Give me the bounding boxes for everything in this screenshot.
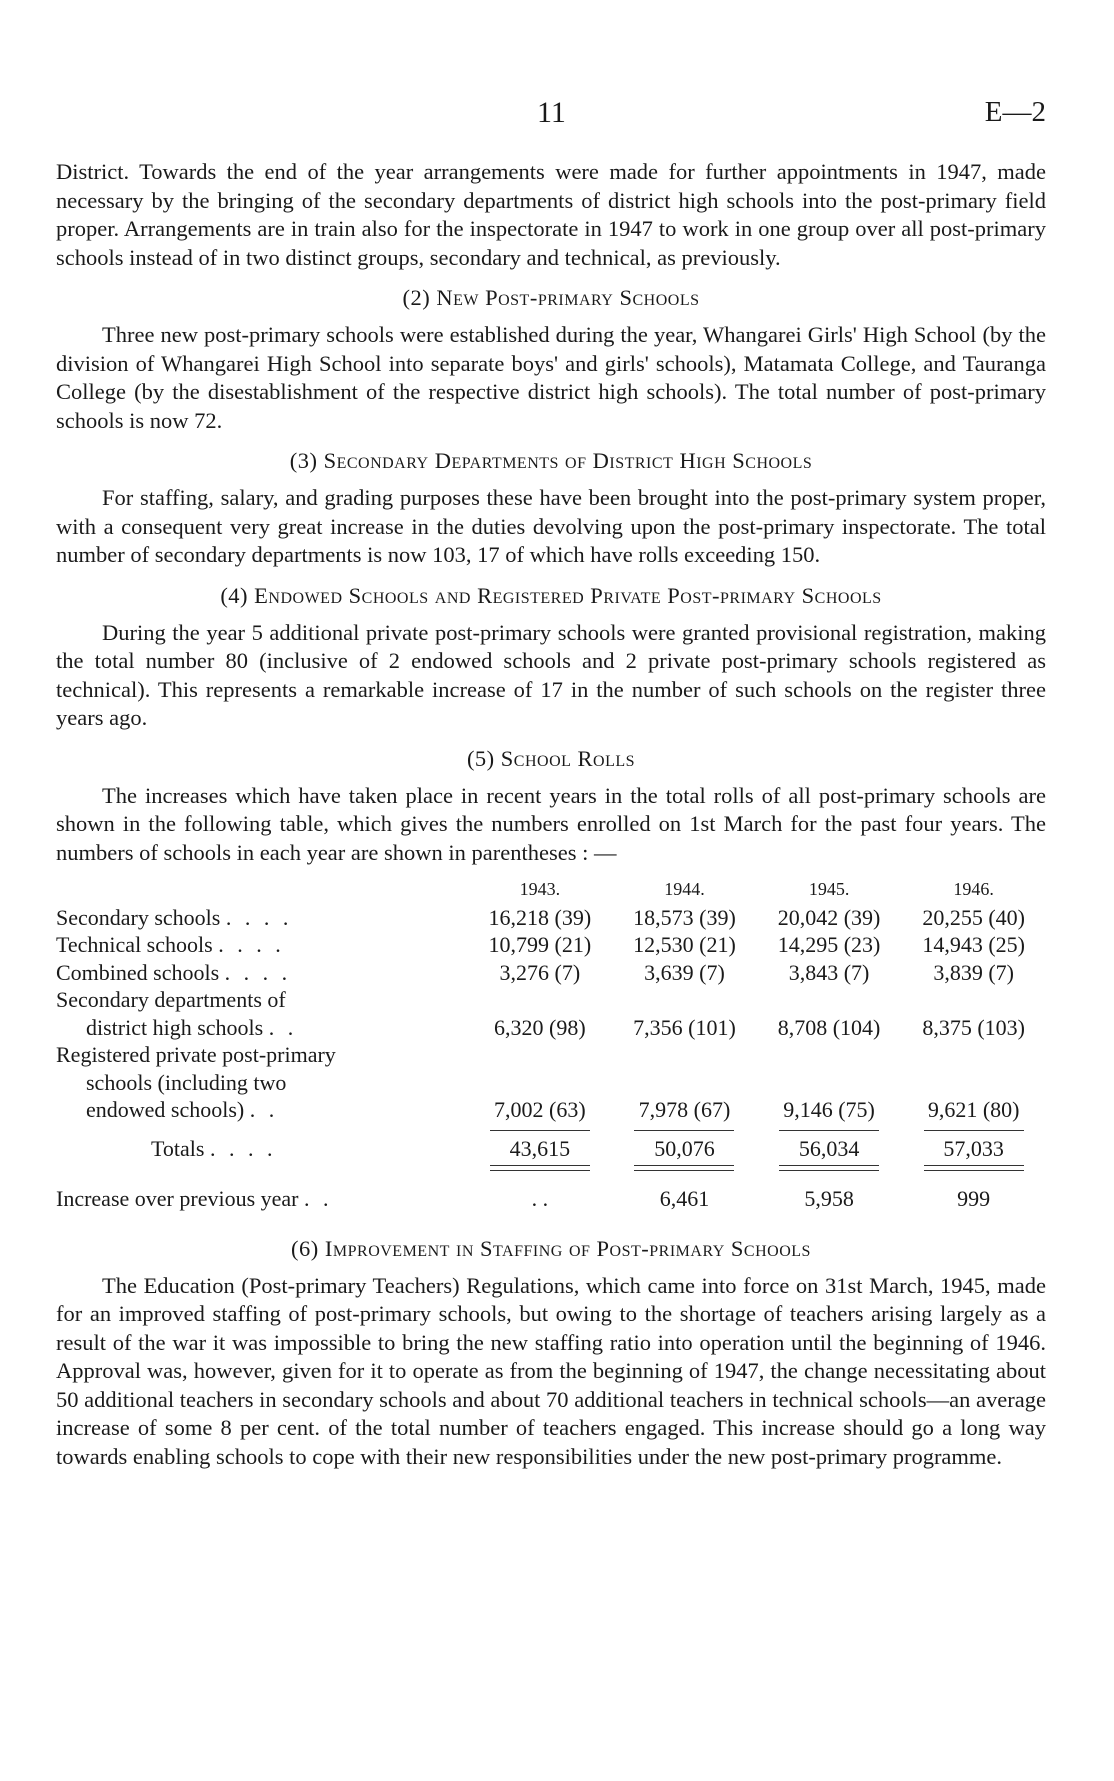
section-paragraph: During the year 5 additional private post-primary schools were granted provisional registration, making the total number 80 (inclusive of 2 endowed schools and 2 private post-primary schools registered as technical). This represents a remarkable increase of 17 in the number of such schools on the register three years ago. xyxy=(56,619,1046,730)
row-label: Secondary schools xyxy=(56,904,221,930)
document-code: E—2 xyxy=(984,96,1046,128)
row-label: schools (including two xyxy=(86,1069,287,1095)
table-cell: . . xyxy=(531,1186,549,1211)
table-header-row xyxy=(56,876,1046,904)
section-paragraph: For staffing, salary, and grading purposes these have been brought into the post-primary system proper, with a consequent very great increase in the duties devolving upon the post-primary inspectorate. The total number of secondary departments is now 103, 17 of which have rolls exceeding 150. xyxy=(56,485,1046,567)
increase-row xyxy=(56,1171,1046,1213)
rule-row xyxy=(56,1162,1046,1171)
section-paragraph: The Education (Post-primary Teachers) Regulations, which came into force on 31st March, 1945, made for an improved staffing of post-primary schools, but owing to the shortage of teachers arising largely as a result of the war it was impossible to bring the new staffing ratio into operation until the beginning of 1946. Approval was, however, given for it to operate as from the beginning of 1947, the change necessitating about 50 additional teachers in secondary schools and about 70 additional teachers in technical schools—an average increase of some 8 per cent. of the total number of teachers engaged. This increase should go a long way towards enabling schools to cope with their new responsibilities under the new post-primary programme. xyxy=(56,1272,1046,1469)
rule-line xyxy=(634,1130,734,1131)
intro-paragraph: District. Towards the end of the year arrangements were made for further appointments in 1947, made necessary by the bringing of the secondary departments of district high schools into the post-primary field proper. Arrangements are in train also for the inspectorate in 1947 to work in one group over all post-primary schools instead of in two distinct groups, secondary and technical, as previously. xyxy=(56,159,1046,270)
table-row xyxy=(56,959,1046,987)
table-cell: 8,708 (104) xyxy=(777,1014,881,1040)
table-cell: 20,042 (39) xyxy=(777,904,881,930)
table-cell: 9,146 (75) xyxy=(783,1097,875,1122)
table-cell: 3,839 (7) xyxy=(933,959,1014,985)
table-cell: 999 xyxy=(957,1186,991,1211)
table-row xyxy=(56,904,1046,932)
rule-row xyxy=(56,1124,1046,1135)
section-heading: (4) Endowed Schools and Registered Private Post-primary Schools xyxy=(220,582,882,608)
table-cell: 8,375 (103) xyxy=(922,1014,1025,1040)
leader-dots: . . . . xyxy=(224,959,292,985)
leader-dots: . . . . xyxy=(209,1135,277,1161)
row-label: endowed schools) xyxy=(86,1097,245,1122)
page-number: 11 xyxy=(537,96,566,129)
table-cell: 3,276 (7) xyxy=(499,959,581,985)
year-header: 1944. xyxy=(664,879,705,899)
table-cell: 18,573 (39) xyxy=(633,904,736,930)
table-cell: 43,615 xyxy=(509,1135,571,1161)
rule-line xyxy=(924,1130,1024,1131)
year-header: 1943. xyxy=(519,879,561,899)
section-heading: (3) Secondary Departments of District High Schools xyxy=(289,448,813,473)
table-cell: 14,295 (23) xyxy=(777,932,881,957)
table-row xyxy=(56,1096,1046,1124)
section-paragraph: The increases which have taken place in recent years in the total rolls of all post-primary schools are shown in the following table, which gives the numbers enrolled on 1st March for the past four years. The numbers of schools in each year are shown in parentheses : — xyxy=(56,782,1046,865)
row-label: Registered private post-primary xyxy=(56,1042,336,1067)
row-label: Combined schools xyxy=(56,959,220,985)
leader-dots: . . . . xyxy=(218,932,285,957)
table-cell: 14,943 (25) xyxy=(922,932,1025,957)
table-row xyxy=(56,931,1046,959)
year-header: 1945. xyxy=(808,879,850,899)
row-label: district high schools xyxy=(86,1014,264,1040)
table-cell: 5,958 xyxy=(804,1186,854,1211)
section-heading: (6) Improvement in Staffing of Post-primary Schools xyxy=(291,1235,811,1261)
totals-row xyxy=(56,1135,1046,1163)
table-row xyxy=(56,986,1046,1014)
table-cell: 56,034 xyxy=(798,1135,860,1161)
rule-line xyxy=(490,1130,590,1131)
leader-dots: . . xyxy=(303,1186,333,1211)
table-cell: 12,530 (21) xyxy=(633,932,736,957)
leader-dots: . . xyxy=(249,1097,279,1122)
table-cell: 7,002 (63) xyxy=(494,1097,586,1122)
section-heading: (2) New Post-primary Schools xyxy=(402,285,700,310)
table-cell: 10,799 (21) xyxy=(488,932,592,957)
section-heading: (5) School Rolls xyxy=(466,745,636,771)
table-row xyxy=(56,1041,1046,1069)
table-cell: 7,356 (101) xyxy=(633,1014,736,1040)
table-cell: 7,978 (67) xyxy=(638,1097,731,1122)
table-cell: 6,461 xyxy=(659,1186,710,1211)
table-cell: 50,076 xyxy=(654,1135,715,1161)
table-cell: 57,033 xyxy=(943,1135,1004,1161)
leader-dots: . . . . xyxy=(225,904,293,930)
leader-dots: . . xyxy=(268,1014,298,1040)
rule-line xyxy=(779,1130,879,1131)
table-cell: 3,639 (7) xyxy=(644,959,725,985)
row-label: Secondary departments of xyxy=(56,987,286,1012)
table-row xyxy=(56,1069,1046,1097)
table-cell: 16,218 (39) xyxy=(488,904,592,930)
row-label: Technical schools xyxy=(56,932,213,957)
table-cell: 6,320 (98) xyxy=(494,1014,586,1040)
year-header: 1946. xyxy=(953,879,994,899)
totals-label: Totals xyxy=(151,1135,205,1161)
table-cell: 9,621 (80) xyxy=(927,1097,1020,1122)
page-header xyxy=(56,96,1046,136)
increase-label: Increase over previous year xyxy=(56,1186,299,1211)
table-cell: 20,255 (40) xyxy=(922,904,1025,930)
section-paragraph: Three new post-primary schools were established during the year, Whangarei Girls' High School (by the division of Whangarei High School into separate boys' and girls' schools), Matamata College, and Tauranga College (by the disestablishment of the respective district high schools). The total number of post-primary schools is now 72. xyxy=(56,322,1046,433)
page-body xyxy=(56,158,1046,1471)
table-row xyxy=(56,1014,1046,1042)
school-rolls-table xyxy=(56,876,1046,1213)
table-cell: 3,843 (7) xyxy=(788,959,870,985)
